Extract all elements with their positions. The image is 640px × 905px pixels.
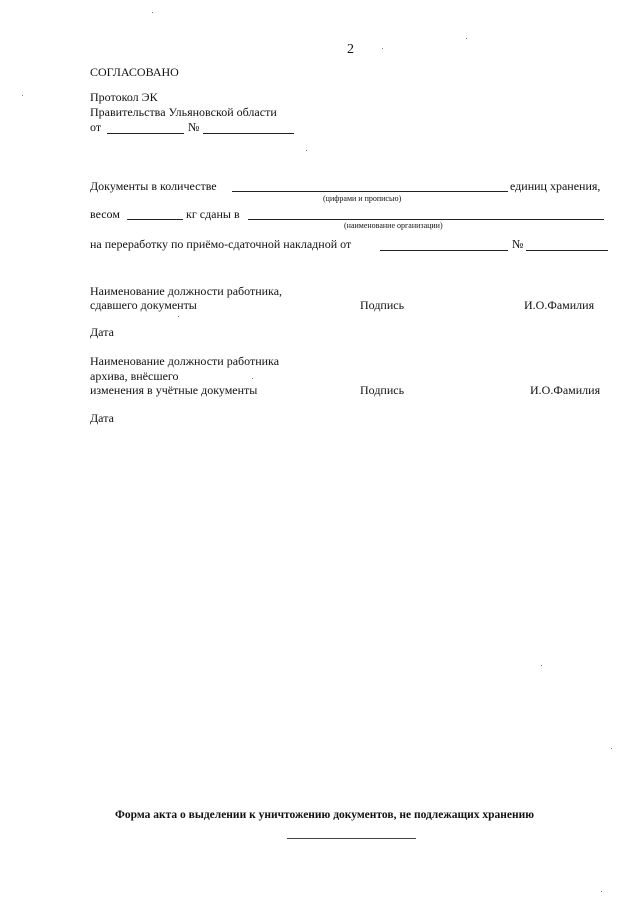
protocol-number-sign: № [188,120,200,134]
organization-blank [248,219,604,220]
signer2-position-line-3: изменения в учётные документы [90,383,258,397]
signer1-signature-label: Подпись [360,298,405,312]
invoice-date-blank [380,250,508,251]
signer1-position-line-2: сдавшего документы [90,298,197,312]
signer2-date-label: Дата [90,411,114,425]
scan-speck [152,12,153,13]
footer-underline [287,838,416,839]
organization-caption: (наименование организации) [344,221,443,230]
protocol-date-prefix: от [90,120,102,134]
scan-speck [611,748,612,749]
kg-handed-label: кг сданы в [186,207,240,221]
scan-speck [601,891,602,892]
protocol-date-blank [107,133,184,134]
scan-speck [306,150,307,151]
weight-label: весом [90,207,120,221]
weight-blank [127,219,183,220]
signer2-position-line-1: Наименование должности работника [90,354,280,368]
approval-heading: СОГЛАСОВАНО [90,65,179,79]
signer2-position-line-2: архива, внёсшего [90,369,179,383]
invoice-number-sign: № [512,237,524,251]
quantity-caption: (цифрами и прописью) [323,194,402,203]
docs-quantity-label: Документы в количестве [90,179,217,193]
scan-speck [22,95,23,96]
signer2-name-label: И.О.Фамилия [530,383,601,397]
quantity-blank [232,191,508,192]
storage-units-label: единиц хранения, [510,179,601,193]
invoice-number-blank [526,250,608,251]
page-number: 2 [347,42,354,57]
scan-speck [466,38,467,39]
protocol-line-2: Правительства Ульяновской области [90,105,277,119]
signer1-position-line-1: Наименование должности работника, [90,284,283,298]
signer1-date-label: Дата [90,325,114,339]
footer-title: Форма акта о выделении к уничтожению документов, не подлежащих хранению [115,809,535,821]
protocol-line-1: Протокол ЭК [90,90,158,104]
scan-speck [382,48,383,49]
scan-speck [178,316,179,317]
scan-speck [541,665,542,666]
signer1-name-label: И.О.Фамилия [524,298,595,312]
signer2-signature-label: Подпись [360,383,405,397]
processing-label: на переработку по приёмо-сдаточной накладной от [90,237,352,251]
protocol-number-blank [203,133,294,134]
scan-speck [252,378,253,379]
